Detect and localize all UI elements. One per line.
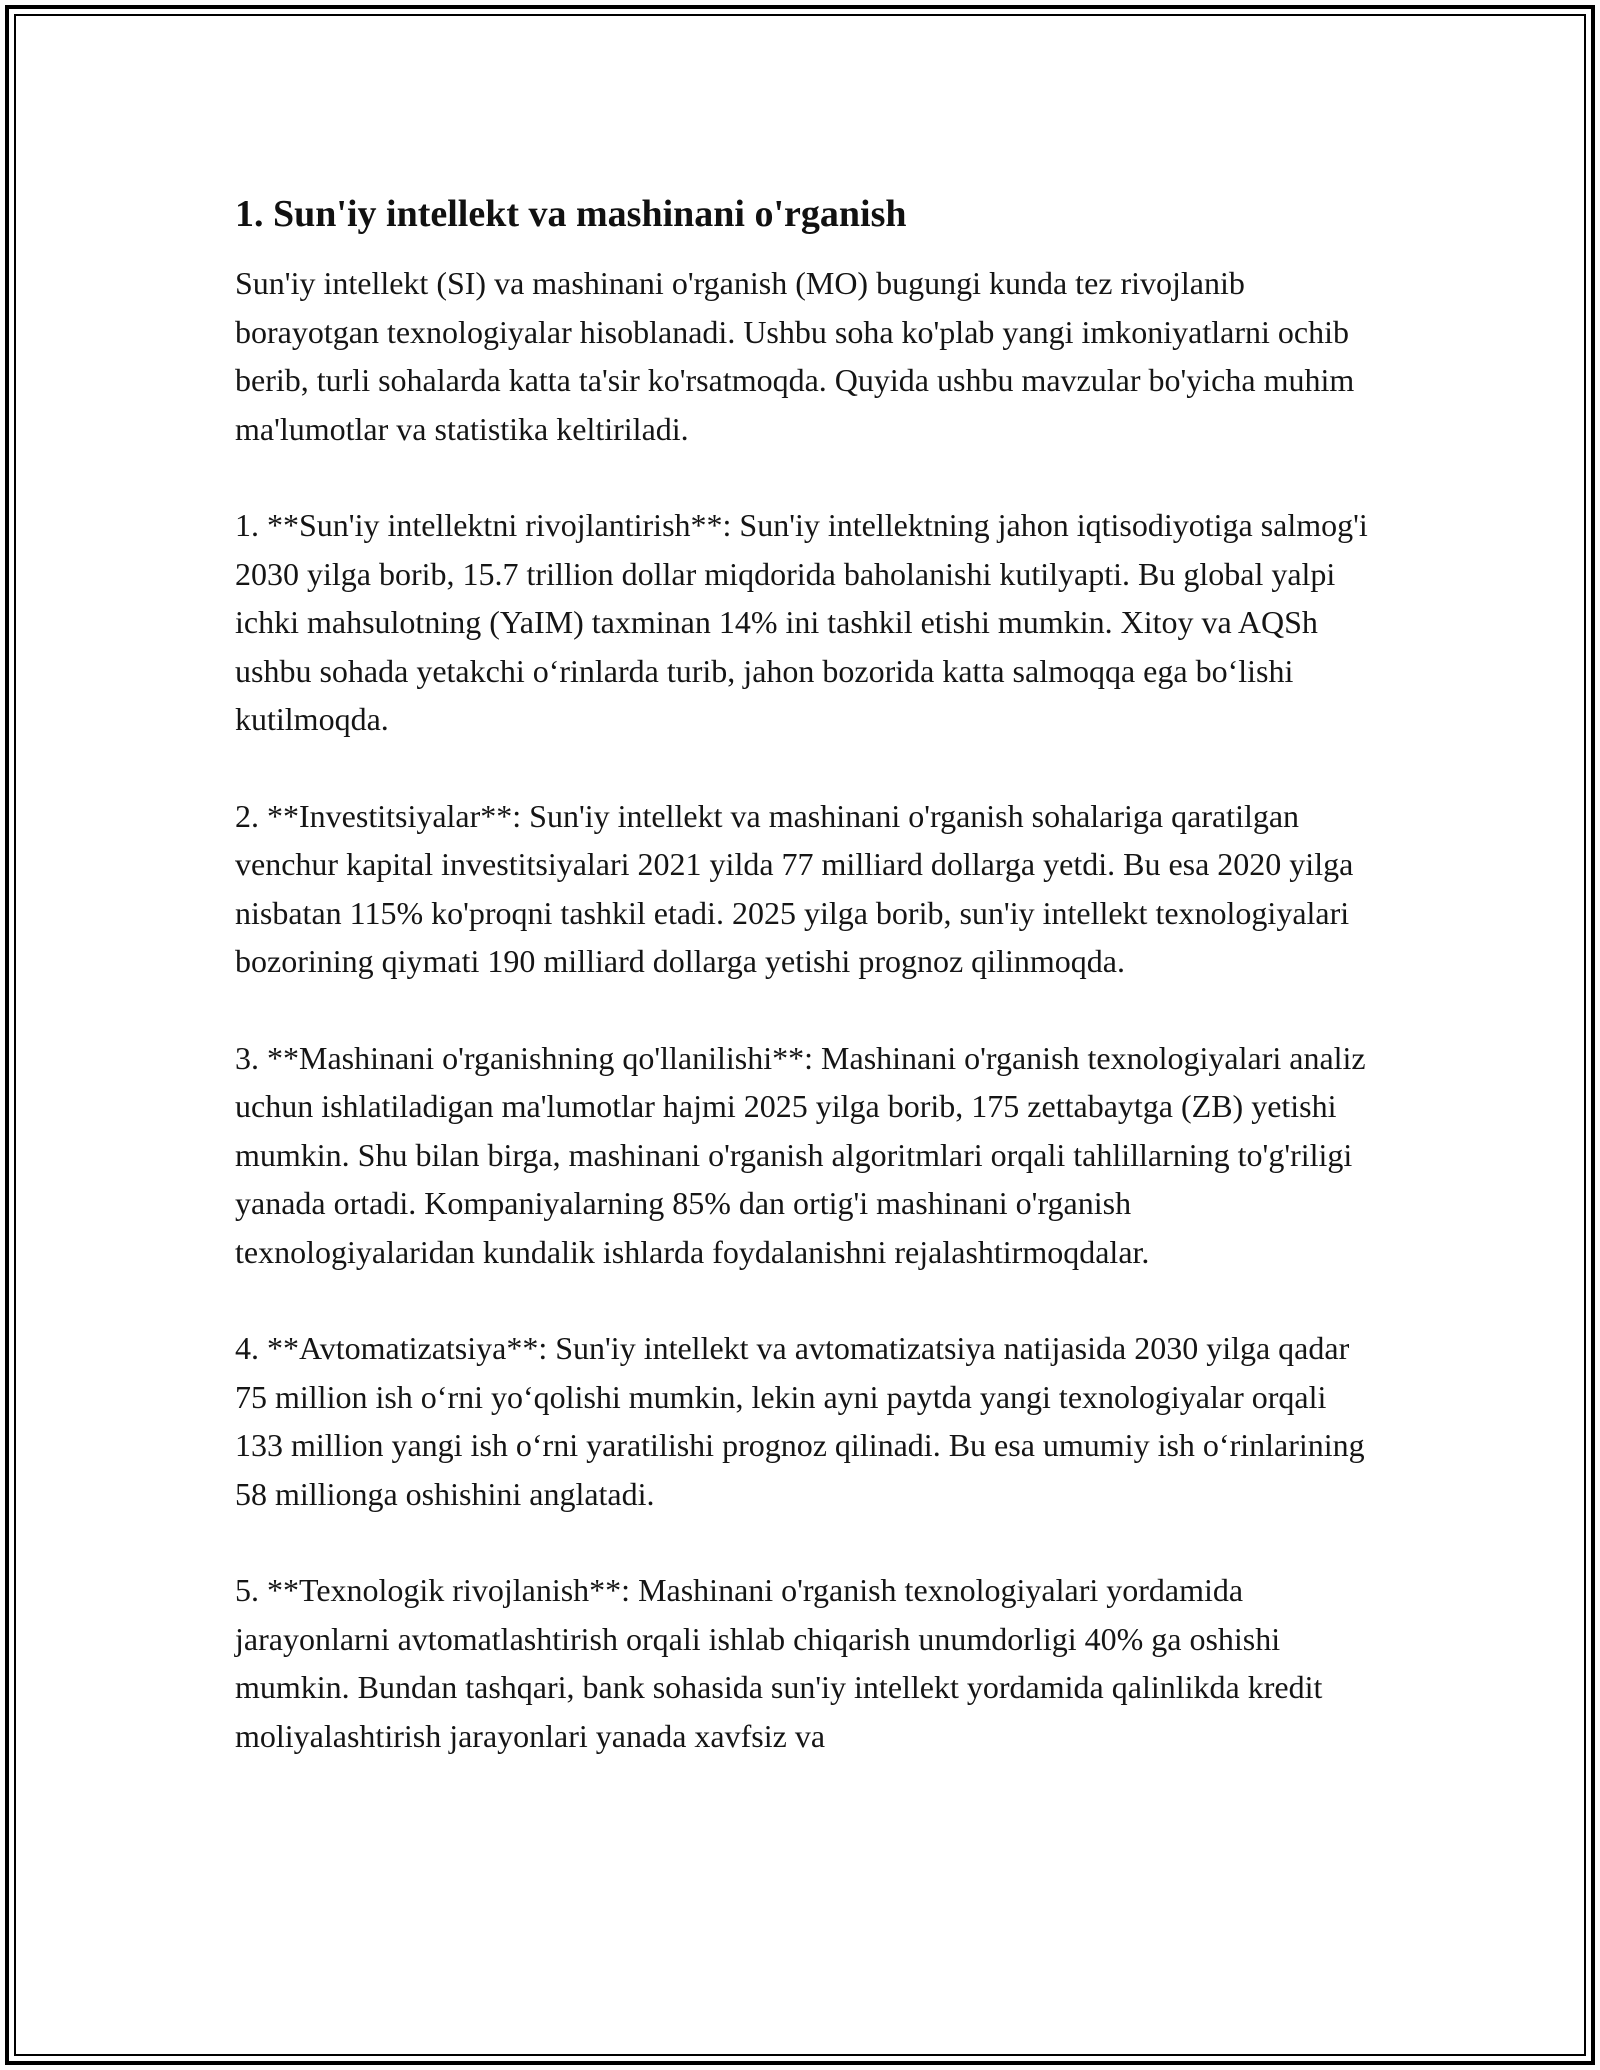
paragraph-automation: 4. **Avtomatizatsiya**: Sun'iy intellekt va avtomatizatsiya natijasida 2030 yilga qadar 75 million ish o‘rni yo‘qolishi mumkin, lekin ayni paytda yangi texnologiyalar orqali 133 million yangi ish o‘rni yaratilishi prognoz qilinadi. Bu esa umumiy ish o‘rinlarining 58 millionga oshishini anglatadi. <box>235 1330 1365 1512</box>
document-body <box>235 187 1375 1808</box>
paragraph-ai-development: 1. **Sun'iy intellektni rivojlantirish**: Sun'iy intellektning jahon iqtisodiyotiga salmog'i 2030 yilga borib, 15.7 trillion dollar miqdorida baholanishi kutilyapti. Bu global yalpi ichki mahsulotning (YaIM) taxminan 14% ini tashkil etishi mumkin. Xitoy va AQSh ushbu sohada yetakchi o‘rinlarda turib, jahon bozorida katta salmoqqa ega bo‘lishi kutilmoqda. <box>235 507 1368 737</box>
paragraph-investments: 2. **Investitsiyalar**: Sun'iy intellekt va mashinani o'rganish sohalariga qaratilgan venchur kapital investitsiyalari 2021 yilda 77 milliard dollarga yetdi. Bu esa 2020 yilga nisbatan 115% ko'proqni tashkil etadi. 2025 yilga borib, sun'iy intellekt texnologiyalari bozorining qiymati 190 milliard dollarga yetishi prognoz qilinmoqda. <box>235 797 1354 979</box>
intro-paragraph: Sun'iy intellekt (SI) va mashinani o'rganish (MO) bugungi kunda tez rivojlanib borayotgan texnologiyalar hisoblanadi. Ushbu soha ko'plab yangi imkoniyatlarni ochib berib, turli sohalarda katta ta'sir ko'rsatmoqda. Quyida ushbu mavzular bo'yicha muhim ma'lumotlar va statistika keltiriladi. <box>235 265 1355 447</box>
paragraph-ml-applications: 3. **Mashinani o'rganishning qo'llanilishi**: Mashinani o'rganish texnologiyalari analiz uchun ishlatiladigan ma'lumotlar hajmi 2025 yilga borib, 175 zettabaytga (ZB) yetishi mumkin. Shu bilan birga, mashinani o'rganish algoritmlari orqali tahlillarning to'g'riligi yanada ortadi. Kompaniyalarning 85% dan ortig'i mashinani o'rganish texnologiyalaridan kundalik ishlarda foydalanishni rejalashtirmoqdalar. <box>235 1039 1366 1270</box>
paragraph-tech-development: 5. **Texnologik rivojlanish**: Mashinani o'rganish texnologiyalari yordamida jarayonlarni avtomatlashtirish orqali ishlab chiqarish unumdorligi 40% ga oshishi mumkin. Bundan tashqari, bank sohasida sun'iy intellekt yordamida qalinlikda kredit moliyalashtirish jarayonlari yanada xavfsiz va <box>235 1572 1323 1754</box>
section-heading: 1. Sun'iy intellekt va mashinani o'rganish <box>235 193 907 235</box>
